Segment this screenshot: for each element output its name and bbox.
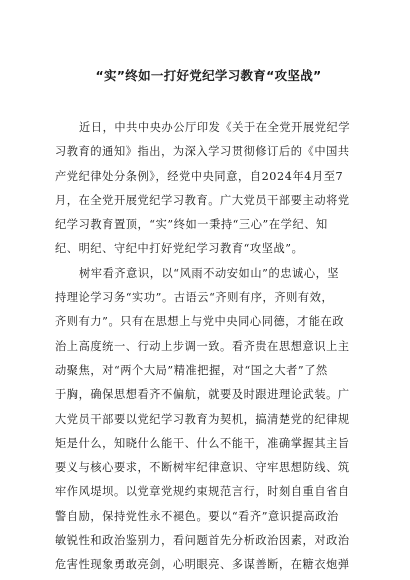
paragraph-line: 矩是什么，知晓什么能干、什么不能干，准确掌握其主旨 bbox=[55, 436, 350, 450]
paragraph-line: 危害性现象勇敢亮剑，心明眼亮、多谋善断，在糖衣炮弹 bbox=[55, 558, 350, 572]
paragraph-line: 纪学习教育置顶，“实”终如一秉持“三心”在学纪、知 bbox=[55, 218, 328, 232]
paragraph-line: 持理论学习务“实功”。古语云“齐则有序，齐则有效， bbox=[55, 291, 334, 305]
paragraph-line: 牢作风堤坝。以党章党规约束规范言行，时刻自重自省自 bbox=[55, 485, 350, 499]
paragraph-1 bbox=[55, 116, 370, 262]
paragraph-line: 月，在全党开展党纪学习教育。广大党员干部要主动将党 bbox=[55, 193, 350, 207]
paragraph-line: 大党员干部要以党纪学习教育为契机，搞清楚党的纪律规 bbox=[55, 412, 350, 426]
paragraph-line: 于胸，确保思想看齐不偏航，就要及时跟进理论武装。广 bbox=[55, 388, 350, 402]
paragraph-line: 齐则有力”。只有在思想上与党中央同心同德，才能在政 bbox=[55, 315, 345, 329]
paragraph-line: 动聚焦，对“两个大局”精准把握，对“国之大者”了然 bbox=[55, 363, 328, 377]
paragraph-2 bbox=[55, 262, 370, 578]
paragraph-line: 近日，中共中央办公厅印发《关于在全党开展党纪学 bbox=[79, 121, 351, 134]
paragraph-line: 树牢看齐意识，以“风雨不动安如山”的忠诚心，坚 bbox=[79, 266, 340, 280]
paragraph-line: 产党纪律处分条例》，经党中央同意，自2024年4月至7 bbox=[55, 169, 344, 183]
paragraph-line: 警自励，保持党性永不褪色。要以“看齐”意识提高政治 bbox=[55, 509, 339, 523]
paragraph-line: 纪、明纪、守纪中打好党纪学习教育“攻坚战”。 bbox=[55, 242, 304, 256]
paragraph-line: 习教育的通知》指出，为深入学习贯彻修订后的《中国共 bbox=[55, 145, 350, 159]
document-title: “实”终如一打好党纪学习教育“攻坚战” bbox=[95, 68, 322, 83]
paragraph-line: 敏锐性和政治鉴别力，看问题首先分析政治因素，对政治 bbox=[55, 534, 350, 548]
paragraph-line: 要义与核心要求，不断树牢纪律意识、守牢思想防线、筑 bbox=[55, 461, 350, 475]
paragraph-line: 治上高度统一、行动上步调一致。看齐贵在思想意识上主 bbox=[55, 339, 350, 353]
